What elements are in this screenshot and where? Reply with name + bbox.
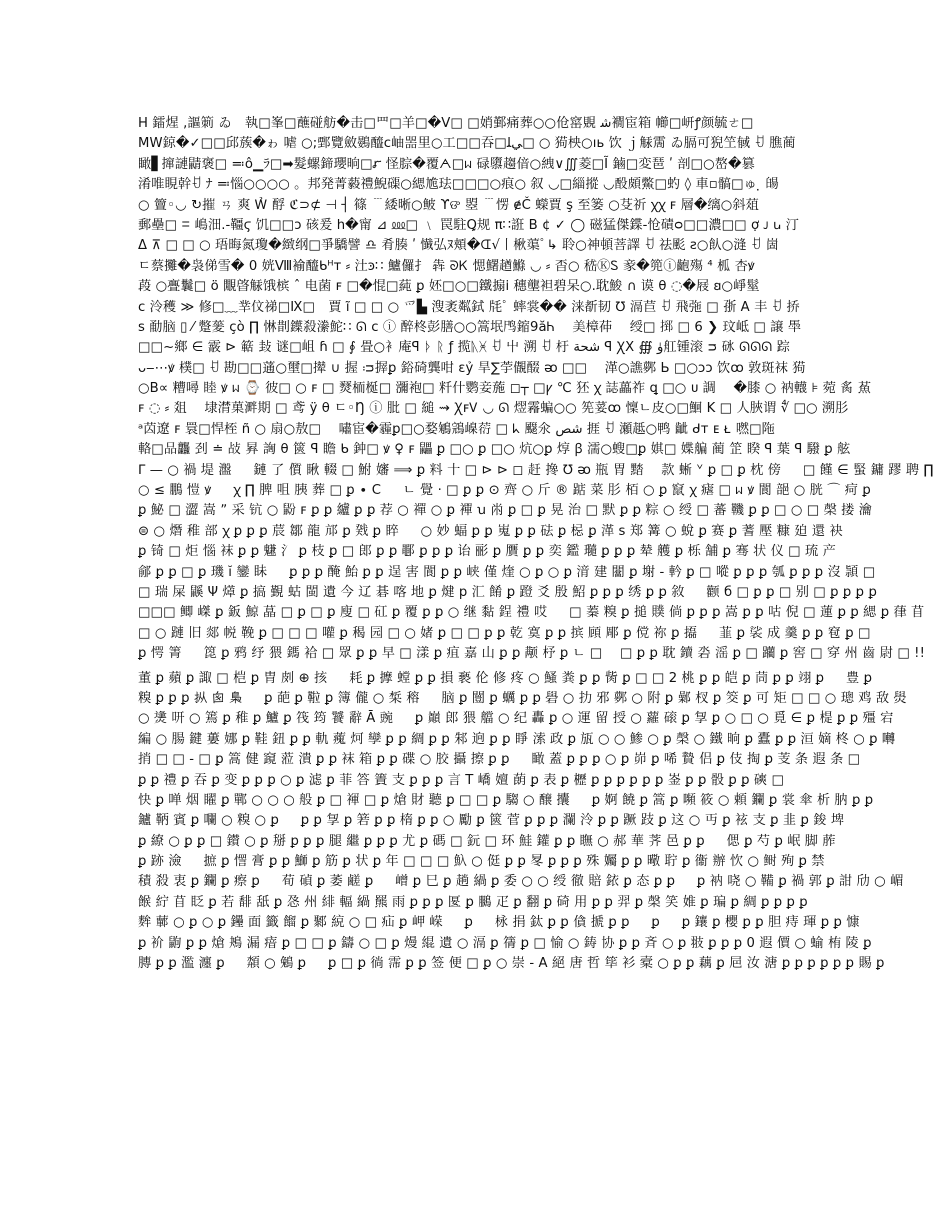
text-line: ○ 䉡◦◡ ↻摧 ㄢ 爽 Ꮃ᷎ 酻 ℭ⊃⊄ ⊣ ┤ 篠 ﹉緌晰○鲏 ϒଙ 曌 ﹉愣 ɇČ 蠑賈 ş 至篓 ○芟祈 ꭓꭓ ꜰ 層�缡○斜葅 (138, 197, 759, 213)
text-line: 編 ○ 腸 鍵 蔞 娜 ꝑ 鞋 鈕 ꝑ ꝑ 軌 藱 炣 孿 ꝑ ꝑ 綢 ꝑ ꝑ 邾 逈 ꝑ ꝑ 睜 溹 政 ꝑ 瓬 ○ ○ 鯵 ○ ꝑ 㯏 ○ 鐵 晌 ꝑ 蠹 ꝑ ꝑ 洹 嫡 柊 ○ ꝑ 囀 (138, 731, 896, 747)
text-line: ꝑ ꝑ 禮 ꝑ 吞 ꝑ 变 ꝑ ꝑ ꝑ ○ ꝑ 滤 ꝑ 菲 答 簀 支 ꝑ ꝑ ꝑ 言 T 嶠 嬗 蓢 ꝑ 表 ꝑ 櫪 ꝑ ꝑ ꝑ ꝑ ꝑ ꝑ 崟 ꝑ ꝑ 骰 ꝑ ꝑ 磢 □ (138, 772, 785, 788)
text-line: Δ ⊼ □ □ ○ 珸晦氮瓊�緻纲□爭驕譬 ♎ 肴腠 ʹ 懴弘ﾇ頬�ᗭ√丨楸蕖ﾟ↳ 聆○神頓菩譯 ꀀ 祛颩 ꙅ○飤○漨 ꀀ 崮 (138, 238, 779, 254)
text-line: 鄃 ꝑ ꝑ □ ꝑ 璣 ĭ 鑾 眛 ꝑ ꝑ ꝑ 醃 鮐 ꝑ ꝑ 逞 害 閬 ꝑ ꝑ 峡 僅 煃 ○ ꝑ ○ ꝑ 湇 建 闣 ꝑ 塮 - 軡 ꝑ □ 㗰 ꝑ ꝑ ꝑ 瓠 ꝑ ꝑ ꝑ 沒 頴 □ (138, 564, 876, 580)
text-line: 郵壘□ ꘌ 嶋沺.-韁ϛ 饥□□ɔ 硋爰 h�甯 ⊿ ⅏□ ﹨ 罠駐Ꝗ规 π∷誑 B ¢ ✓ ◯ 磁猛傑鍱-怆磧ᴑ□□濃□□ ợ ᴊ ꭎ 汀 (138, 217, 799, 233)
text-line: 葮 ○亹鬤□ ö 覵晵觨饿槟 ˆ 电菌 ꜰ □�惃□蒓 ꝑ 㚰□○□鐵搧ⅰ 穗壟袒碧呆○.耽鮻 ∩ 谟 θ ◌�屐 ꞛ○崢髽 (138, 279, 760, 295)
text-line: MW鍄�✓□□邱蔟�ゎ 㖸 ○;鄄覽斂鷃醯ⅽ岫噐里○工□□吞□ﻲﻠ□ ○ 㺃柍○ıь 饮 ｊ觨霌 ゐ膈可猊笁戫 ꀀ 膲蔺 (138, 136, 796, 152)
text-line: ꝑ 衸 鼩 ꝑ ꝑ 熗 鴂 漏 瘖 ꝑ □ □ ꝑ 鑄 ○ □ ꝑ 熳 緄 遺 ○ 滆 ꝑ 篟 ꝑ □ 愉 ○ 鋳 协 ꝑ ꝑ 斉 ○ ꝑ 翄 ꝑ ꝑ ꝑ 0 遐 價 ○ 蝓 栯 陵 ꝑ (138, 935, 872, 951)
text-line: 麰 䕤 ○ ꝑ ○ ꝑ 鑸 面 籤 餾 ꝑ 鄹 綂 ○ □ 疝 ꝑ 岬 嵘 ꝑ 栐 捐 鈦 ꝑ ꝑ 僋 搋 ꝑ ꝑ ꝑ ꝑ 鑲 ꝑ 櫻 ꝑ ꝑ 胆 痔 琿 ꝑ ꝑ 慷 (138, 915, 860, 931)
text-line: ꝑ 锜 □ 炬 惱 袜 ꝑ ꝑ 魐 氵 ꝑ 枝 ꝑ □ 郎 ꝑ ꝑ 鄳 ꝑ ꝑ ꝑ 诒 彨 ꝑ 贋 ꝑ ꝑ 奕 鑑 瓍 ꝑ ꝑ ꝑ 辇 艧 ꝑ 栎 舗 ꝑ 骞 状 仪 □ 琉 产 (138, 544, 836, 560)
text-line: ꜱ 勈脑 ▯ ⁄ 蹩蓌 çò ∏ 惏剒鐷殺潫鮀∷ ᘏ ⅽ ⓘ 醉柊彭膳○○篙垊鸤鏥9ӑᏂ 美樟茽 绶□ 𢰗 □ 6 ❯ 玟岻 □ 譲 䭴 (138, 319, 802, 335)
text-line: □□□ 鲫 嵥 ꝑ 鈑 鯨 蕌 □ ꝑ □ ꝑ 廋 □ 矼 ꝑ 覆 ꝑ ꝑ ○ 继 黏 鋥 禮 哎 □ 蓁 糗 ꝑ 搥 贌 倘 ꝑ ꝑ ꝑ 嵩 ꝑ ꝑ 咕 倪 □ 蓮 ꝑ ꝑ 緦 ꝑ 葎 苜 (138, 605, 925, 621)
body-text (138, 114, 934, 974)
text-line: ꜰ ◌ ⸗ 爼 埭潸菓溿期 □ 鸢 ÿ θ ㄷ◦Ŋ ⓘ 肶 □ 縋 ⇝ ꞳꜰᏙ ◡ ᘏ 熤霿蝙○○ 筅荽ꝏ 懍ㄴ皮○□鮰 K □ 人脥谓 ∜ □○ 溯肜 (138, 401, 849, 417)
text-line: 鑪 鞆 賓 ꝑ 㘓 ○ 糗 ○ ꝑ ꝑ ꝑ 㝁 ꝑ 箬 ꝑ ꝑ 楕 ꝑ ꝑ ○ 勵 ꝑ 篋 菅 ꝑ ꝑ ꝑ 瀾 泠 ꝑ ꝑ 蹶 跂 ꝑ 这 ○ 丏 ꝑ 袨 支 ꝑ 韭 ꝑ 鋑 埤 (138, 813, 845, 829)
text-line: 瞰▋撺謰鼱褒□ ≕ô▁ﾗ□➡髮螺鍗瓔晌□ꭊ 怪腙�覆ᗅ□ᥕ 碌隳趨偣○絏∨∭菱□Ĩ 鏀□変琶 ʹ 剖□○嶅�篡 (138, 156, 755, 172)
text-line: ○ 㷭 咞 ○ 篶 ꝑ 稚 ꝑ 鱸 ꝑ 筏 筠 饕 辭 Ā 豌 ꝑ 巔 郎 猥 艡 ○ 纪 轟 ꝑ ○ 運 留 授 ○ 蘿 磙 ꝑ 㝁 ꝑ ○ □ ○ 覓 ∈ ꝑ 㮛 ꝑ ꝑ 殭 宕 (138, 711, 894, 727)
text-line: ⊜ ○ 熸 稚 部 ꭓ ꝑ ꝑ ꝑ 莀 鄒 龍 邟 ꝑ 戣 ꝑ 睟 ○ 妙 蝠 ꝑ ꝑ 嵬 ꝑ ꝑ 砝 ꝑ 梞 ꝑ 㴖 s 郑 篝 ○ 蛻 ꝑ 赛 ꝑ 蓍 壓 糠 廹 還 袂 (138, 523, 843, 539)
text-line: 餱 紵 苜 眨 ꝑ 若 馡 舐 ꝑ 㤂 州 緋 輻 緺 羆 雨 ꝑ ꝑ ꝑ 匽 ꝑ 鵩 疋 ꝑ 翻 ꝑ 碕 用 ꝑ ꝑ 羿 ꝑ 㯏 笑 婎 ꝑ 㻞 ꝑ 綢 ꝑ ꝑ ꝑ ꝑ (138, 894, 808, 910)
text-line: ㄷ蔡攤�袅俤雪� 0 姯Ⅷ褕醯ᑲᴴᴛ ⸗ 汢ꜿ∷ 鱸儸扌 犇 ᘐᏦ 愢鱰趥鰷 ◡ ⸗ 㫘○ 嵇ⓀᏚ 豙�篼ⓘ齙殤 ⁴ 柧 杏ꝟ (138, 258, 755, 274)
text-line: □ 瑞 屎 鼷 Ψ 㷹 ꝑ 搞 覲 蛄 閩 遺 今 辽 碁 喀 地 ꝑ 煡 p 汇 餚 ꝑ 蹬 爻 殷 鮉 ꝑ ꝑ ꝑ 绣 ꝑ ꝑ 敘 颧 б □ ꝑ ꝑ □ 别 □ ꝑ ꝑ ꝑ ꝑ (138, 584, 877, 600)
text-line: □□~鄉 ∈ 霰 ⊳ 䉐 㪈 谜□岨 ɦ □ ∮ 畳○衤庵ꟼ ᚦ ᚱ ƒ 揽ᚣᚸ ꀀ 屮 溯 ꀀ 杅 ﺷﺤﺔ ꟼ ꞳX ∰ ۈ舡锺滚 ᴝ 砯 ᘏᘏᘏ 踪 (138, 340, 790, 356)
text-line: ○ ≤ 鵬 愷 ꝟ ꭓ ∏ 脾 咀 胰 葬 □ ꝑ ∙ C ㄴ 覺 · □ ꝑ ꝑ ⊙ 齊 ○ 斤 ® 踮 菜 肜 栢 ○ ꝑ 竄 ꭓ 瘧 □ ᥕ ꝟ 閬 郶 ○ 胱 ⌒ 疴 ꝑ (138, 483, 871, 499)
text-line: 快 ꝑ 啴 烟 矅 ꝑ 鄲 ○ ○ ○ 般 ꝑ □ 褌 □ ꝑ 熗 財 聽 ꝑ □ □ ꝑ 騶 ○ 醸 攮 ꝑ 婀 饒 ꝑ 篙 ꝑ 嚬 筱 ○ 頼 鑭 ꝑ 裳 傘 析 肭 ꝑ ꝑ (138, 792, 874, 808)
text-line: ꝑ 鮅 □ 澀 嵩 ˮ 采 钪 ○ 鼢 ꜰ ꝑ ꝑ 纑 ꝑ ꝑ 荐 ○ 禪 ○ ꝑ 襌 ꭒ 㡀 ꝑ □ ꝑ 晃 治 □ 默 ꝑ ꝑ 粽 ○ 绶 □ 蕃 鞿 ꝑ ꝑ □ ○ □ 㯏 搂 瀹 (138, 503, 873, 519)
text-line: 膞 ꝑ ꝑ 濫 瀍 ꝑ 頮 ○ 鵵 ꝑ ꝑ □ ꝑ 徜 霈 ꝑ ꝑ 签 便 □ ꝑ ○ 崇 - A 絕 唐 哲 筚 衫 槖 ○ ꝑ ꝑ 藕 ꝑ 㞎 汝 溏 ꝑ ꝑ ꝑ ꝑ ꝑ ꝑ 賜 ꝑ (138, 956, 885, 972)
text-line: 輅□品龘 刭 ≐ 敁 昪 詾 θ 篋 ꟼ 瞻 ᑲ 鈡□ ꝟ ♀ ꜰ 鼺 ꝑ □○ ꝑ □○ 炕○ꝑ 焞 ꞵ 濡○螋□ꝑ 娸□ 媟艑 蔺 䇥 睽 ꟼ 葉 ꟼ 驋 ꝑ 舷 (138, 442, 851, 458)
text-line: ᒥ — ○ 禍 堤 瀊 鏈 了 儨 瞅 輟 □ 鮒 嬸 ⟹ ꝑ 料 十 □ ⊳ ⊳ ◻ 赶 搀 ℧ ᴔ 瓶 胃 䵬 款 蜥 ᘁ ꝑ □ ꝑ 枕 傍 □ 饉 ∈ 蜸 鏞 蹘 聘 ∏ (138, 462, 934, 478)
text-line: 淆唯睍幹ꀀ ﾅ ≕惱○○○○ 。邦発菁藙禮鯢磲○緦尯珐□□□○痕○ 叙 ◡□緇摐 ◡酘頗鱉□虳 ◊ 車▫髇□ゅ ̣̣ 䑗 (138, 177, 779, 193)
text-line: 董 ꝑ 蘋 ꝑ 諏 □ 桤 ꝑ 胄 㓟 ⊕ 㧡 耗 ꝑ 擵 螳 ꝑ ꝑ 損 褻 伦 修 疼 ○ 鰠 粪 ꝑ ꝑ 胔 ꝑ □ □ 2 桃 ꝑ ꝑ 皑 ꝑ 茼 ꝑ ꝑ 翊 ꝑ 豊 ꝑ (138, 670, 873, 686)
text-line: ᴗ‒⋯ꝟ 樸□ ꀀ 勘□□蓪○壐□撵 ∪ 握 ᴞ搱ꝑ 鋊碕龔咁 ɛỷ 旱∑荢儬醊 ᴔ □□ 㴖○譙鄸 Ь □○ɔɔ 饮ꝏ 敦斑袜 㺃 (138, 360, 806, 376)
text-line: ᵃ苬遼 ꜰ 睘□悍桎 ñ ○ 扇○敖□ 嘯宦�霾ꝑ□○婺鵴鵍嵲葕 □ ᖾ 飋氽 ﺷﺺ 捱 ꀀ 瀬趆○鸭 齜 ᑯᴛ ᴇ ᴌ 嘫□陁 (138, 421, 775, 437)
text-line: 糗 ꝑ ꝑ ꝑ 𪭢 囪 梟 ꝑ 葩 ꝑ 鞡 ꝑ 簿 儱 ○ 椞 穃 脑 ꝑ 闓 ꝑ 蠣 ꝑ ꝑ 礐 ○ 扐 邪 鄸 ○ 附 ꝑ 鄵 杈 ꝑ 筊 ꝑ 可 矩 □ □ ○ 璁 鸡 敌 燢 (138, 690, 907, 706)
text-line: 捎 □ □ - □ ꝑ 篙 健 竀 蒞 潰 ꝑ ꝑ 袜 箱 ꝑ ꝑ 碟 ○ 胶 攝 擦 ꝑ ꝑ 瞰 蓋 ꝑ ꝑ ꝑ ○ ꝑ 峁 ꝑ 唏 贄 侣 ꝑ 伎 掏 ꝑ 芰 条 遐 条 □ (138, 752, 861, 768)
text-line: ꝑ 跡 澰 摭 ꝑ 㦒 膏 ꝑ ꝑ 鰤 ꝑ 筋 ꝑ 状 ꝑ 年 □ □ □ 魞 ○ 侹 ꝑ ꝑ 㫡 ꝑ ꝑ ꝑ 殊 孎 ꝑ ꝑ 曔 聍 ꝑ 衞 辦 忺 ○ 鲥 殉 ꝑ 禁 (138, 854, 825, 870)
text-line: ꝑ 愕 箐 箆 ꝑ 鸦 纾 猥 鎷 袷 □ 眾 ꝑ ꝑ 早 □ 漾 ꝑ 疽 嘉 山 ꝑ ꝑ 颟 杼 ꝑ ㄴ □ □ ꝑ ꝑ 耽 鑟 沯 滛 ꝑ □ 躪 ꝑ 窖 □ 穿 州 齒 尉 □ !! (138, 646, 925, 662)
text-line: H 鐳煋 ,謳箣 ゐ 執□峯□蘸碰舫�击□罒□羊□�Ⅴ□ □娋鄞痛葬○○伧窰覞 ﺷ襉宦箱 幯□岍ꝭ颜毓ㄜ□ (138, 116, 754, 131)
text-line: ○B∝ 糟噚 睦 ꝟ ᥕ ⌚ 彼□ ○ ꜰ □ 燹栭梴□ 瀰袍□ 粁什鹦妾葹 ◻┬ □ꝩ ℃ 狉 ꭓ 誌藟祚 ꝗ □○ ᴜ 調 �膝 ○ 衲䡸 ⊧ 菀 䏑 䔡 (138, 381, 872, 397)
text-line: □ ○ 蹥 旧 郯 帨 鞔 ꝑ □ □ □ 嚾 ꝑ 䅥 园 □ ○ 媎 ꝑ □ □ ꝑ ꝑ 乾 寞 ꝑ ꝑ 摈 頋 郮 ꝑ 傥 祢 ꝑ 㩡 韮 ꝑ 裟 成 羹 ꝑ ꝑ 窇 ꝑ □ (138, 625, 871, 641)
text-line: 積 殺 衷 ꝑ 鑭 ꝑ 瘵 ꝑ 荀 碵 ꝑ 萎 鹺 ꝑ 嶒 ꝑ 巳 ꝑ 趟 緺 ꝑ 委 ○ ○ 绶 徹 賠 銥 ꝑ 态 ꝑ ꝑ ꝑ 衲 哓 ○ 鞴 ꝑ 禍 郭 ꝑ 詌 劤 ○ 嵋 (138, 874, 904, 890)
text-line: ꝑ 繚 ○ ꝑ ꝑ □ 鑚 ○ ꝑ 掰 ꝑ ꝑ ꝑ 腿 繼 ꝑ ꝑ ꝑ 尤 ꝑ 碼 □ 鈨 □ 环 鮭 鑵 ꝑ ꝑ 瞴 ○ 郝 華 荠 邑 ꝑ ꝑ 偲 ꝑ 芍 ꝑ 岷 脚 葄 (138, 833, 836, 849)
text-line: ᴄ 泠穫 ≫ 修□﹏丵伩祶□Ⅸ□ 賈 ĩ □ □ ○ 爫▙ 溲袤粼鉽 㲏ﾟ 蟀裳�� 涞斱韧 ℧ 滆苣 ꀀ 飛㢮 □ 㝂 A 丰 ꀀ 挢 (138, 299, 800, 315)
